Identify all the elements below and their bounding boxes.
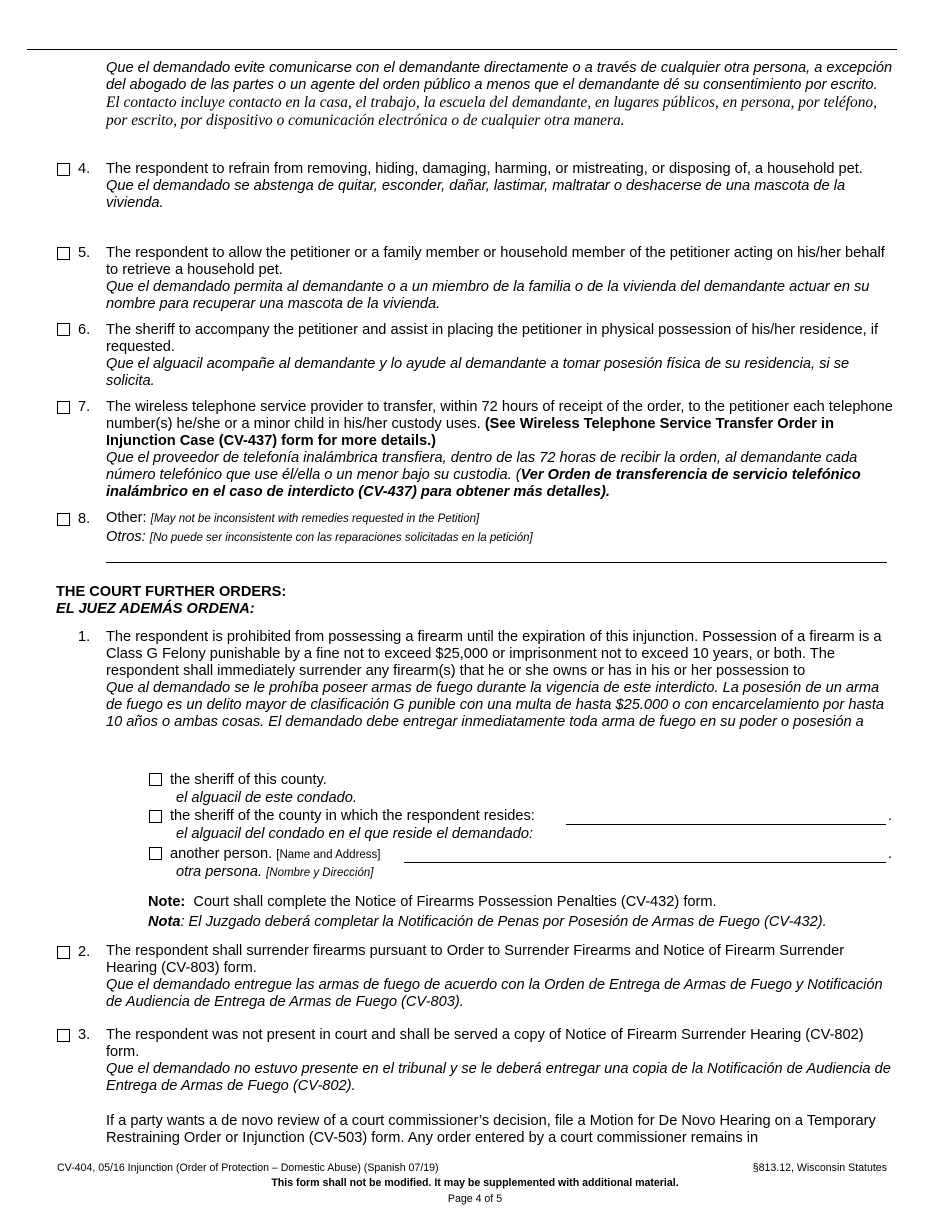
item-5-es: Que el demandado permita al demandante o a un miembro de la familia o de la vivienda del demandante actuar en su nombre para recuperar una mascota de la vivienda. (106, 279, 870, 312)
order-1-es: Que al demandado se le prohíba poseer armas de fuego durante la vigencia de este interdicto. La posesión de un arma de fuego es un delito mayor de clasificación G punible con una multa de hasta $25.000 o con encarcelamiento por hasta 10 años o ambas cosas. El demandado debe entregar inmediatamente toda arma de fuego en su poder o posesión a (106, 680, 885, 730)
item-5-checkbox[interactable] (57, 247, 70, 260)
option-sheriff-this-county: the sheriff of this county. (170, 772, 327, 788)
de-novo-paragraph: If a party wants a de novo review of a court commissioner’s decision, file a Motion for De Novo Hearing on a Temporary Restraining Order or Injunction (CV-503) form. Any order entered by a court commissioner remains in (106, 1113, 876, 1146)
another-person-line[interactable] (404, 862, 886, 863)
order-1 (106, 629, 893, 731)
item-7-checkbox[interactable] (57, 401, 70, 414)
order-2-checkbox[interactable] (57, 946, 70, 959)
item-4-es: Que el demandado se abstenga de quitar, esconder, dañar, lastimar, maltratar o deshacerse de una mascota de la vivienda. (106, 178, 846, 211)
item-4 (106, 161, 893, 212)
item-7 (106, 399, 893, 501)
option-sheriff-residence-checkbox[interactable] (149, 810, 162, 823)
top-block-es-1: Que el demandado evite comunicarse con el demandante directamente o a través de cualquier otra persona, a excepción del abogado de las partes o un agente del orden público a menos que el demandante dé su consentimiento por escrito. (106, 60, 893, 93)
sheriff-residence-line[interactable] (566, 824, 886, 825)
footer-form-id: CV-404, 05/16 Injunction (Order of Protection – Domestic Abuse) (Spanish 07/19) (57, 1162, 439, 1174)
item-6-number: 6. (78, 322, 91, 338)
item-7-en: The wireless telephone service provider to transfer, within 72 hours of receipt of the order, to the petitioner each telephone number(s) he/she or a minor child in his/her custody uses. (106, 399, 893, 432)
option-another-person: another person. (170, 846, 273, 862)
option-sheriff-this-county-checkbox[interactable] (149, 773, 162, 786)
option-sheriff-this-county-es: el alguacil de este condado. (176, 790, 357, 806)
note-label: Note: (148, 894, 186, 910)
footer-page: Page 4 of 5 (447, 1193, 503, 1205)
footer-notice: This form shall not be modified. It may be supplemented with additional material. (271, 1177, 679, 1189)
order-1-number: 1. (78, 629, 91, 645)
item-7-number: 7. (78, 399, 91, 415)
order-3-es: Que el demandado no estuvo presente en el tribunal y se le deberá entregar una copia de la Notificación de Audiencia de Entrega de Armas de Fuego (CV-802). (106, 1061, 891, 1094)
order-3 (106, 1027, 893, 1095)
top-block-es-2: El contacto incluye contacto en la casa, el trabajo, la escuela del demandante, en lugares públicos, en persona, por teléfono, por escrito, por dispositivo o comunicación electrónica o de cualquier otra manera. (106, 94, 877, 129)
item-6-checkbox[interactable] (57, 323, 70, 336)
item-7-es-bold: Ver Orden de transferencia de servicio telefónico inalámbrico en el caso de interdicto (CV-437) para obtener más detalles). (106, 467, 861, 500)
option-sheriff-residence-es: el alguacil del condado en el que reside el demandado: (176, 826, 533, 842)
option-sheriff-residence: the sheriff of the county in which the respondent resides: (170, 808, 535, 824)
further-heading-en: THE COURT FURTHER ORDERS: (56, 584, 287, 600)
item-5 (106, 245, 893, 313)
item-4-checkbox[interactable] (57, 163, 70, 176)
item-8-es-note: [No puede ser inconsistente con las reparaciones solicitadas en la petición] (149, 532, 533, 544)
note-text: Court shall complete the Notice of Firearms Possession Penalties (CV-432) form. (193, 894, 717, 910)
top-block (106, 60, 893, 130)
item-5-number: 5. (78, 245, 91, 261)
option-another-person-es-note: [Nombre y Dirección] (266, 867, 374, 879)
item-6-es: Que el alguacil acompañe al demandante y lo ayude al demandante a tomar posesión física de su residencia, si se solicita. (106, 356, 850, 389)
option-another-person-note: [Name and Address] (276, 849, 381, 861)
option-another-person-es: otra persona. (176, 864, 262, 880)
order-1-en: The respondent is prohibited from possessing a firearm until the expiration of this injunction. Possession of a firearm is a Class G Felony punishable by a fine not to exceed $25,000 or imprisonment not to exceed 10 years, or both. The respondent shall immediately surrender any firearm(s) that he or she owns or has in his or her possession to (106, 629, 882, 679)
option-another-person-checkbox[interactable] (149, 847, 162, 860)
nota-text: : El Juzgado deberá completar la Notificación de Penas por Posesión de Armas de Fuego (CV-432). (180, 914, 827, 930)
item-4-en: The respondent to refrain from removing, hiding, damaging, harming, or mistreating, or disposing of, a household pet. (106, 161, 863, 177)
order-3-en: The respondent was not present in court and shall be served a copy of Notice of Firearm Surrender Hearing (CV-802) form. (106, 1027, 864, 1060)
order-2 (106, 943, 893, 1011)
item-6 (106, 322, 893, 390)
order-3-number: 3. (78, 1027, 91, 1043)
item-8-number: 8. (78, 511, 91, 527)
item-5-en: The respondent to allow the petitioner or a family member or household member of the petitioner acting on his/her behalf to retrieve a household pet. (106, 245, 885, 278)
further-heading-es: EL JUEZ ADEMÁS ORDENA: (56, 601, 255, 617)
item-8-es: Otros: (106, 529, 146, 545)
item-6-en: The sheriff to accompany the petitioner and assist in placing the petitioner in physical possession of his/her residence, if requested. (106, 322, 879, 355)
item-8-en: Other: (106, 510, 147, 526)
nota-label: Nota (148, 914, 181, 930)
item-7-es: Que el proveedor de telefonía inalámbrica transfiera, dentro de las 72 horas de recibir la orden, al demandante cada número telefónico que use él/ella o un menor bajo su custodia. ( (106, 450, 858, 483)
line-end-period-2: . (888, 846, 893, 862)
line-end-period-1: . (888, 808, 893, 824)
order-2-en: The respondent shall surrender firearms pursuant to Order to Surrender Firearms and Notice of Firearm Surrender Hearing (CV-803) form. (106, 943, 845, 976)
item-4-number: 4. (78, 161, 91, 177)
footer-statute: §813.12, Wisconsin Statutes (752, 1162, 887, 1174)
item-8 (106, 510, 893, 547)
order-3-checkbox[interactable] (57, 1029, 70, 1042)
top-rule (27, 49, 897, 50)
order-2-es: Que el demandado entregue las armas de fuego de acuerdo con la Orden de Entrega de Armas de Fuego y Notificación de Audiencia de Entrega de Armas de Fuego (CV-803). (106, 977, 883, 1010)
item-8-checkbox[interactable] (57, 513, 70, 526)
item-7-en-bold: (See Wireless Telephone Service Transfer Order in Injunction Case (CV-437) form for more details.) (106, 416, 834, 449)
item-8-write-line[interactable] (106, 562, 887, 563)
order-2-number: 2. (78, 944, 91, 960)
item-8-en-note: [May not be inconsistent with remedies requested in the Petition] (150, 513, 480, 525)
